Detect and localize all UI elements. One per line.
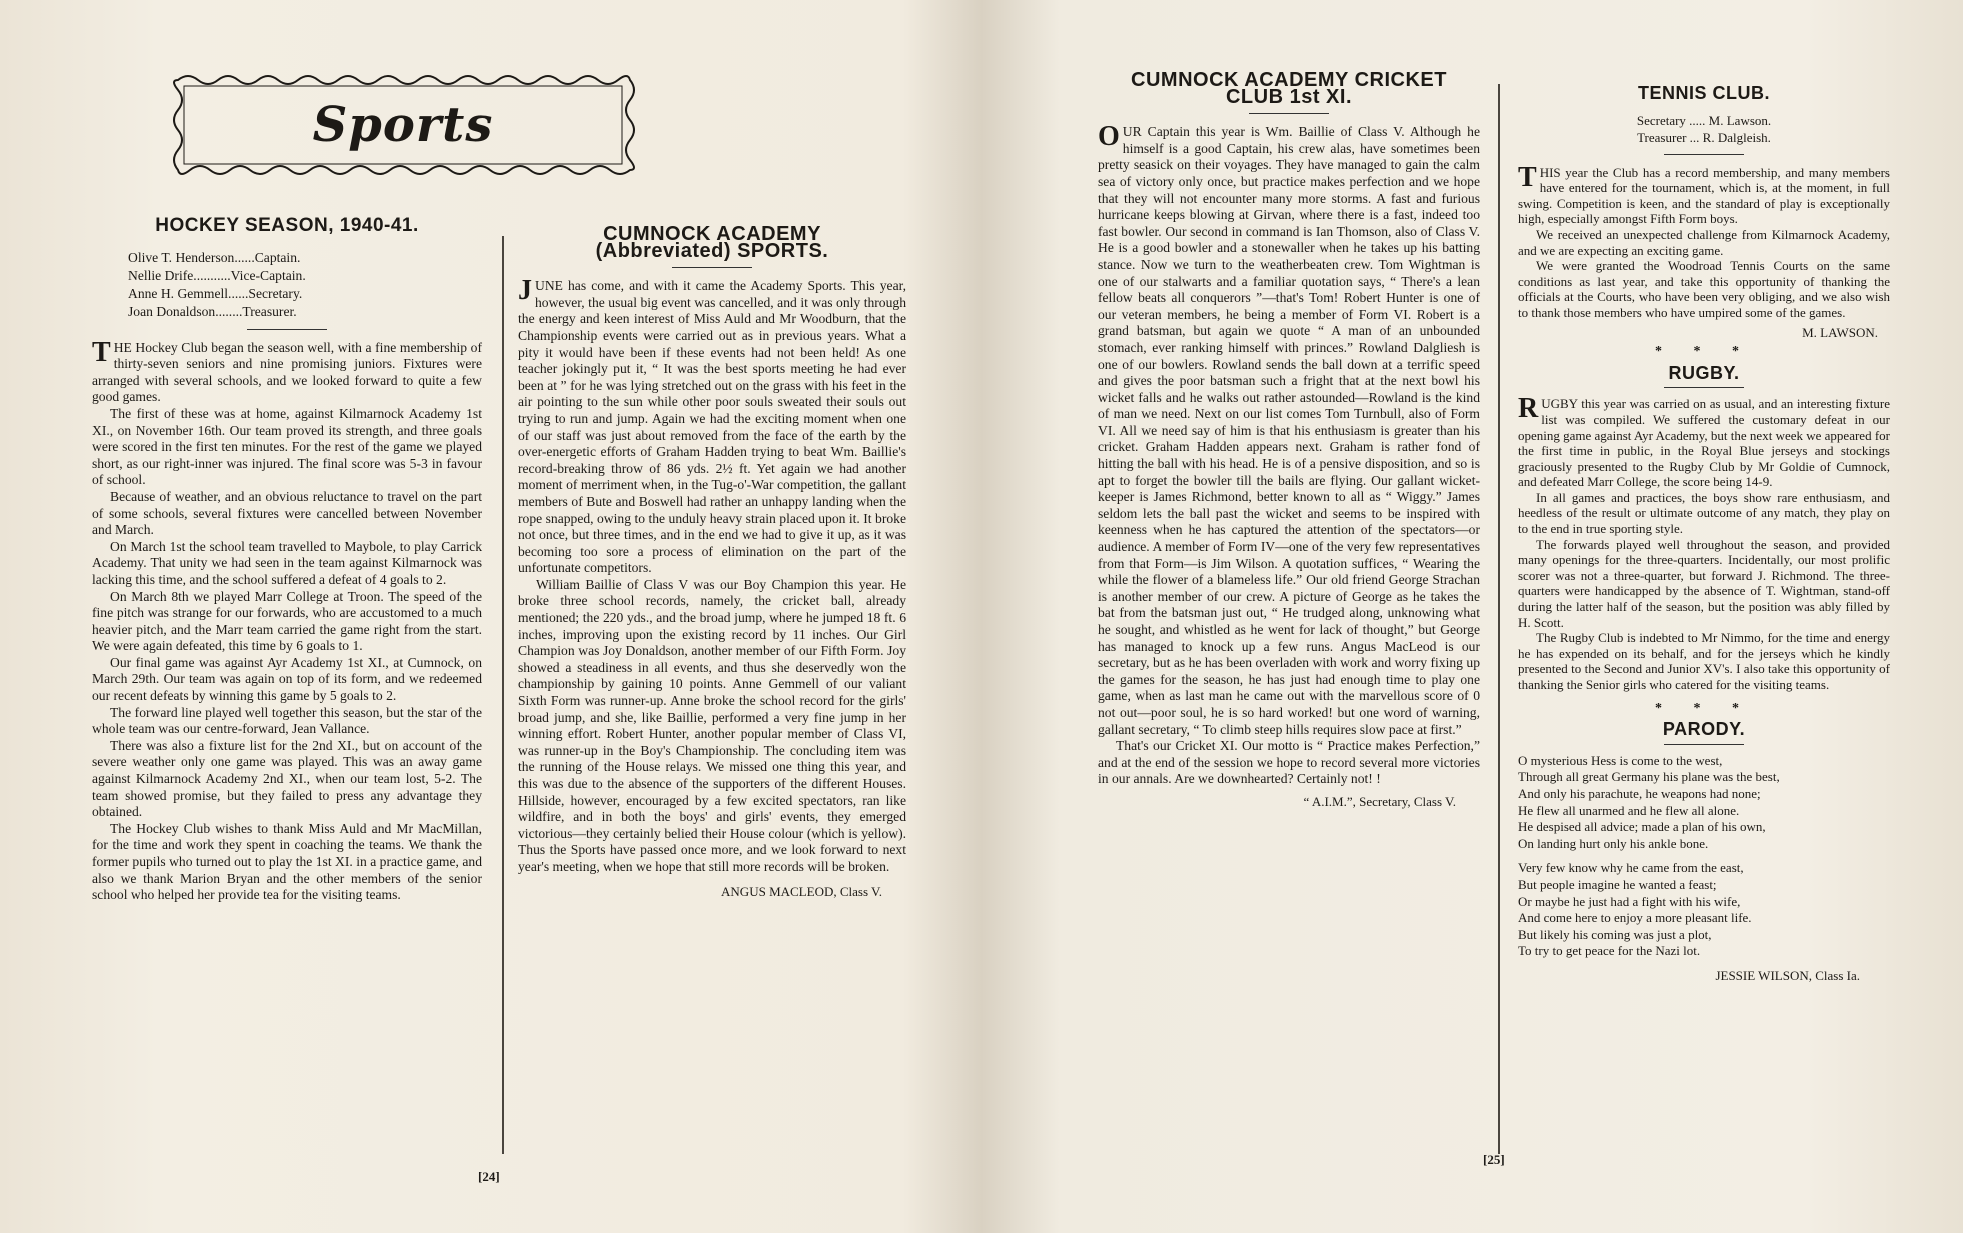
cricket-paragraph: OUR Captain this year is Wm. Baillie of Class V. Although he himself is a good Captain, his crew alas, have sometimes been pretty seasick on their voyages. They have managed to gain the calm sea of victory only once, but practice makes perfection and we hope that they will not encounter many more storms. A fast and furious hurricane keeps blowing at Girvan, where there is a fast, indeed too fast bowler. Our second in command is Ian Thomson, also of Class V. He is a good bowler and a stonewaller when he takes up his batting stance. Now we turn to the weatherbeaten crew. Tom Wightman is one of our stalwarts and a familiar quotation says, “ There's a lean fellow beats all conquerors ”—that's Tom! Robert Hunter is one of our veteran members, he being a member of Form VI. Robert is a grand batsman, but again we quote “ A man of an unbounded stomach, ever ranking himself with princes.” Rowland Dalgliesh is one of our bowlers. Rowland sends the ball down at a terrific speed and gives the poor batsman such a fright that at the next bowl his wicket falls and he walks out rather astounded—Rowland is the kind of man we need. Next on our list comes Tom Turnbull, also of Form VI. All we need say of him is that his enthusiasm is greater than his cricket. Graham Hadden appears next. Graham is rather fond of hitting the ball with his head. He is of a pensive disposition, and so is apt to forget the bowler till the bails are flying. Our gallant wicket-keeper is James Richmond, better known to all as “ Wiggy.” James seldom lets the ball past the wicket and seems to be inspired with keenness when he has captured the attention of the spectators—or audience. A member of Form IV—one of the very few representatives from that Form—is Jim Wilson. A quotation suffices, “ Wearing the while the flower of a blameless life.” Our old friend George Strachan is another member of our crew. A picture of George as he takes the bat from the batsman just out, “ He trudged along, unknowing what he sought, and whistled as he went for lack of thought,” but George has managed to knock up a few runs. Angus MacLeod is our secretary, but as he has been overladen with work and worry fixing up the games for the season, he has just had enough time to play one game, when as last man he came out with the marvellous score of 0 not out—poor soul, he is so hard worked! but one word of warning, gallant secretary, “ To climb steep hills requires slow pace at first.” (1098, 121, 1480, 737)
column-divider (502, 236, 504, 1154)
officer-captain: Olive T. Henderson......Captain. (128, 249, 301, 265)
poem-line: He despised all advice; made a plan of his own, (1518, 819, 1766, 835)
tennis-paragraph: We received an unexpected challenge from Kilmarnock Academy, and we are expecting an exciting game. (1518, 226, 1890, 258)
dropcap: T (1518, 161, 1537, 193)
poem-line: Very few know why he came from the east, (1518, 860, 1744, 876)
hockey-paragraph: Our final game was against Ayr Academy 1st XI., at Cumnock, on March 29th. Our team was again on top of its form, and we redeemed our recent defeats by winning this game by 5 goals to 2. (92, 654, 482, 704)
page-number-left: [24] (478, 1169, 500, 1184)
hockey-officers (128, 249, 482, 321)
poem-stanza (1518, 753, 1890, 853)
poem-line: Through all great Germany his plane was the best, (1518, 769, 1780, 785)
poem-line: He flew all unarmed and he flew all alone. (1518, 802, 1740, 818)
rugby-title: RUGBY. (1668, 362, 1740, 383)
hockey-paragraph: On March 1st the school team travelled to Maybole, to play Carrick Academy. That unity we had seen in the team against Kilmarnock was lacking this time, and the school suffered a defeat of 4 goals to 2. (92, 538, 482, 587)
divider (247, 329, 327, 330)
parody-poem (1518, 753, 1890, 960)
hockey-paragraph: There was also a fixture list for the 2nd XI., but on account of the severe weather only one game was played. This was an away game against Kilmarnock Academy 2nd XI., when our team lost, 5-2. The team showed promise, but they failed to press any advantage they obtained. (92, 737, 482, 820)
sports-banner (168, 70, 638, 180)
divider (1249, 113, 1329, 114)
parody-signature: JESSIE WILSON, Class Ia. (1715, 967, 1860, 983)
tennis-paragraph: THIS year the Club has a record membership, and many members have entered for the tournament, which is, at the moment, in full swing. Competition is keen, and the standard of play is exceptionally high, especially amongst Fifth Form boys. (1518, 161, 1890, 227)
page-number-right: [25] (1483, 1152, 1505, 1167)
poem-line: But people imagine he wanted a feast; (1518, 876, 1717, 892)
hockey-paragraph: Because of weather, and an obvious reluctance to travel on the part of some schools, several fixtures were cancelled between November and March. (92, 488, 482, 538)
poem-line: O mysterious Hess is come to the west, (1518, 752, 1723, 768)
cricket-title-line2: CLUB 1st XI. (1225, 85, 1353, 108)
dropcap: T (92, 336, 111, 368)
sports-column (518, 223, 906, 900)
dropcap: J (518, 275, 532, 307)
cricket-paragraph: That's our Cricket XI. Our motto is “ Practice makes Perfection,” and at the end of the session we hope to record several more victories in our annals. Are we downhearted? Certainly not! ! (1098, 738, 1480, 787)
tennis-paragraph: We were granted the Woodroad Tennis Courts on the same conditions as last year, and take this opportunity of thanking the officials at the Courts, who have been very obliging, and we also wish to thank those members who have umpired some of the games. (1518, 258, 1890, 320)
cricket-signature: “ A.I.M.”, Secretary, Class V. (1303, 793, 1456, 809)
poem-line: To try to get peace for the Nazi lot. (1518, 943, 1701, 959)
hockey-column (92, 215, 482, 904)
hockey-paragraph: The forward line played well together this season, but the star of the whole team was our centre-forward, Jean Vallance. (92, 704, 482, 737)
divider (1664, 387, 1744, 388)
poem-line: But likely his coming was just a plot, (1518, 926, 1712, 942)
section-separator: * * * (1655, 700, 1753, 716)
cricket-column (1098, 69, 1480, 811)
tennis-rugby-column (1518, 83, 1890, 984)
divider (1664, 154, 1744, 155)
sports-paragraph: JUNE has come, and with it came the Academy Sports. This year, however, the usual big event was cancelled, and it was only through the energy and keen interest of Miss Auld and Mr Woodburn, that the Championship events were carried out as in previous years. What a pity it would have been if these events had not been held! As one teacher jokingly put it, “ It was the best sports meeting he had ever been at ” for he was lying stretched out on the grass with his feet in the air pointing to the sun while other poor souls sweated their souls out trying to run and jump. Again we had the exciting moment when one of our staff was just about removed from the face of the earth by the over-energetic efforts of Graham Hadden trying to beat Wm. Baillie's record-breaking throw of 86 yds. 2½ ft. Yet again we had another moment of merriment when, in the Tug-o'-War competition, the gallant members of Bute and Boswell had rather an unhappy landing when the rope snapped, owing to the unduly heavy strain placed upon it. It broke not once, but three times, and in the end we had to give it up, as it was becoming too sore a process of elimination on the part of the unfortunate competitors. (518, 275, 906, 576)
dropcap: O (1098, 121, 1120, 153)
tennis-secretary: Secretary ..... M. Lawson. (1636, 112, 1772, 128)
divider (672, 267, 752, 268)
right-page (983, 0, 1963, 1233)
hockey-paragraph: On March 8th we played Marr College at Troon. The speed of the fine pitch was strange for our forwards, who are accustomed to a much heavier pitch, and the Marr team carried the game right from the start. We were again defeated, this time by 6 goals to 1. (92, 588, 482, 654)
tennis-officers (1518, 112, 1890, 146)
poem-line: And come here to enjoy a more pleasant life. (1518, 910, 1752, 926)
poem-line: On landing hurt only his ankle bone. (1518, 835, 1709, 851)
poem-line: Or maybe he just had a fight with his wife, (1518, 893, 1741, 909)
poem-line: And only his parachute, he weapons had none; (1518, 785, 1761, 801)
officer-treasurer: Joan Donaldson........Treasurer. (128, 303, 297, 319)
hockey-paragraph: The first of these was at home, against Kilmarnock Academy 1st XI., on November 16th. Our team proved its strength, and three goals were scored in the first ten minutes. For the rest of the game we played short, as our right-inner was injured. The final score was 5-3 in favour of school. (92, 405, 482, 488)
rugby-paragraph: In all games and practices, the boys show rare enthusiasm, and heedless of the result or ultimate outcome of any match, they play on to the end in true sporting style. (1518, 489, 1890, 537)
hockey-paragraph: THE Hockey Club began the season well, with a fine membership of thirty-seven seniors and nine promising juniors. Fixtures were arranged with several schools, and we looked forward to quite a few good games. (92, 336, 482, 405)
sports-paragraph: William Baillie of Class V was our Boy Champion this year. He broke three school records, namely, the cricket ball, already mentioned; the 220 yds., and the broad jump, where he jumped 18 ft. 6 inches, improving upon the existing record by 11 inches. Our Girl Champion was Joy Donaldson, another member of our Fifth Form. Joy showed a steadiness in all events, and thus she deservedly won the championship by gaining 10 points. Anne Gemmell of our valiant Sixth Form was runner-up. Anne broke the school record for the girls' broad jump, and she, like Baillie, performed a very fine jump in her winning effort. Robert Hunter, another popular member of Class VI, was runner-up in the Boy's Championship. The concluding item was the running of the House relays. We missed one thing this year, and this was due to the absence of the supporters of the different Houses. Hillside, however, encouraged by a few excited spectators, ran like wildfire, and in both the boys' and girls' events, they emerged victorious—they certainly belied their House colour (which is yellow). Thus the Sports have passed once more, and we look forward to next year's meeting, when we hope that still more records will be broken. (518, 576, 906, 874)
rugby-paragraph: RUGBY this year was carried on as usual, and an interesting fixture list was compiled. We suffered the customary defeat in our opening game against Ayr Academy, but the next week we appeared for the first time in public, in the Royal Blue jerseys and stockings graciously presented to the Rugby Club by Mr Goldie of Cumnock, and defeated Marr College, the score being 14-9. (1518, 393, 1890, 490)
hockey-title: HOCKEY SEASON, 1940-41. (155, 215, 419, 236)
banner-title: Sports (312, 97, 494, 153)
officer-vice-captain: Nellie Drife...........Vice-Captain. (128, 267, 306, 283)
officer-secretary: Anne H. Gemmell......Secretary. (128, 285, 303, 301)
parody-title: PARODY. (1662, 719, 1746, 740)
left-page (0, 0, 980, 1233)
section-separator: * * * (1655, 344, 1753, 360)
dropcap: R (1518, 393, 1539, 425)
rugby-paragraph: The forwards played well throughout the season, and provided many openings for the three-quarters. Incidentally, our most prolific scorer was not a three-quarter, but forward J. Richmond. The three-quarters were handicapped by the absence of T. Wightman, stand-off during the latter half of the season, but the position was ably filled by H. Scott. (1518, 536, 1890, 630)
tennis-treasurer: Treasurer ... R. Dalgleish. (1637, 129, 1771, 145)
tennis-signature: M. LAWSON. (1802, 324, 1878, 340)
hockey-paragraph: The Hockey Club wishes to thank Miss Auld and Mr MacMillan, for the time and work they spent in coaching the teams. We thank the former pupils who turned out to play the 1st XI. in a practice game, and also we thank Marion Bryan and the other members of the senior school who helped her provide tea for the visiting teams. (92, 820, 482, 903)
sports-title-line1: CUMNOCK ACADEMY (603, 223, 821, 245)
rugby-paragraph: The Rugby Club is indebted to Mr Nimmo, for the time and energy he has expended on its behalf, and for the jerseys which he kindly presented to the Second and Junior XV's. I also take this opportunity of thanking the Senior girls who catered for the visiting teams. (1518, 630, 1890, 692)
tennis-title: TENNIS CLUB. (1638, 83, 1770, 103)
sports-signature: ANGUS MACLEOD, Class V. (721, 883, 882, 899)
sports-title-line2: (Abbreviated) SPORTS. (595, 239, 829, 262)
cricket-title-line1: CUMNOCK ACADEMY CRICKET (1131, 69, 1447, 91)
column-divider (1498, 84, 1500, 1154)
divider (1664, 744, 1744, 745)
poem-stanza (1518, 860, 1890, 960)
